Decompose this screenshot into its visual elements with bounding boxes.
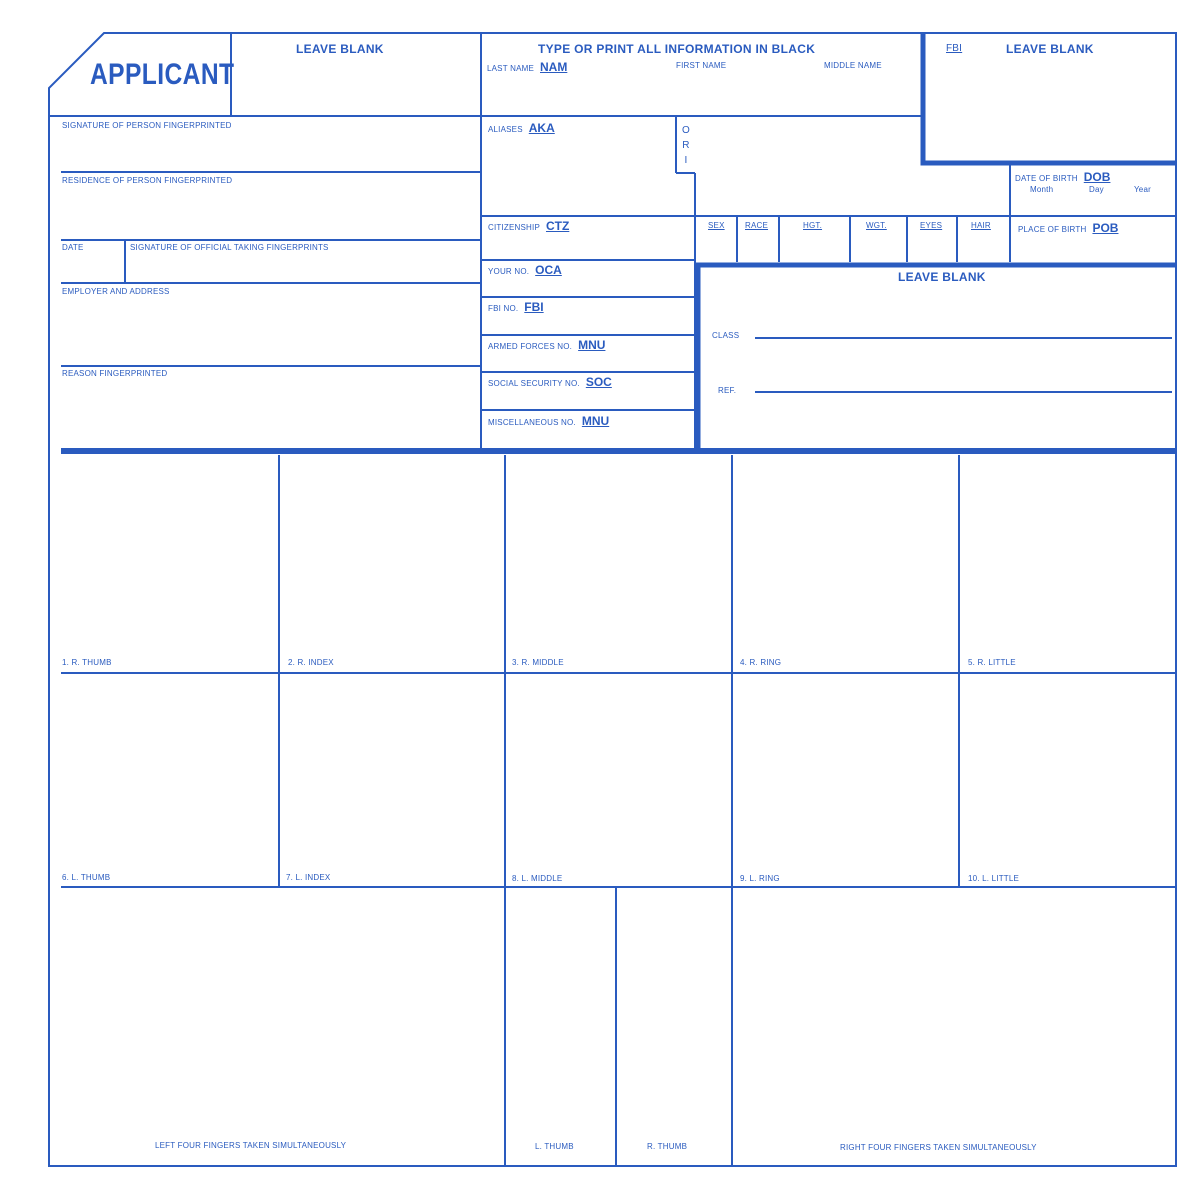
print-box-r-thumb[interactable]: 1. R. THUMB	[62, 658, 112, 667]
citizenship-field[interactable]	[488, 219, 569, 233]
dob-year-label: Year	[1134, 185, 1151, 194]
misc-no-label: MISCELLANEOUS NO.	[488, 418, 576, 427]
hair-field[interactable]: HAIR	[971, 221, 991, 230]
eyes-field[interactable]: EYES	[920, 221, 943, 230]
weight-field[interactable]: WGT.	[866, 221, 887, 230]
type-or-print-heading: TYPE OR PRINT ALL INFORMATION IN BLACK	[538, 42, 816, 56]
print-box-r-middle[interactable]: 3. R. MIDDLE	[512, 658, 564, 667]
fbi-no-label: FBI NO.	[488, 304, 519, 313]
ref-field[interactable]: REF.	[718, 386, 737, 395]
misc-no-code: MNU	[581, 414, 610, 428]
middle-name-label: MIDDLE NAME	[824, 61, 882, 70]
print-box-l-little[interactable]: 10. L. LITTLE	[968, 874, 1020, 883]
pob-label: PLACE OF BIRTH	[1018, 225, 1087, 234]
form-outer-border	[49, 33, 1176, 1166]
print-box-l-index[interactable]: 7. L. INDEX	[286, 873, 331, 882]
print-box-l-middle[interactable]: 8. L. MIDDLE	[512, 874, 563, 883]
your-no-label: YOUR NO.	[488, 267, 530, 276]
print-box-l-ring[interactable]: 9. L. RING	[740, 874, 780, 883]
class-field[interactable]: CLASS	[712, 331, 740, 340]
misc-no-field[interactable]	[488, 414, 609, 428]
print-box-l-thumb[interactable]: 6. L. THUMB	[62, 873, 111, 882]
fbi-no-field[interactable]	[488, 300, 544, 314]
dob-day-label: Day	[1089, 185, 1104, 194]
armed-forces-label: ARMED FORCES NO.	[488, 342, 573, 351]
first-name-label: FIRST NAME	[676, 61, 727, 70]
right-four-fingers-box[interactable]: RIGHT FOUR FINGERS TAKEN SIMULTANEOUSLY	[840, 1143, 1037, 1152]
l-thumb-simultaneous-box[interactable]: L. THUMB	[535, 1142, 574, 1151]
armed-forces-field[interactable]	[488, 338, 605, 352]
r-thumb-simultaneous-box[interactable]: R. THUMB	[647, 1142, 688, 1151]
print-box-r-little[interactable]: 5. R. LITTLE	[968, 658, 1016, 667]
leave-blank-right-heading: LEAVE BLANK	[1006, 42, 1094, 56]
date-field[interactable]: DATE	[62, 243, 84, 252]
race-field[interactable]: RACE	[745, 221, 769, 230]
ssn-label: SOCIAL SECURITY NO.	[488, 379, 580, 388]
your-no-code: OCA	[535, 263, 562, 277]
pob-field[interactable]	[1018, 221, 1118, 235]
ssn-field[interactable]	[488, 375, 612, 389]
fbi-label: FBI	[946, 43, 963, 54]
residence-field[interactable]: RESIDENCE OF PERSON FINGERPRINTED	[62, 176, 233, 185]
fbi-no-code: FBI	[524, 300, 544, 314]
last-name-field[interactable]	[487, 60, 567, 74]
dob-field[interactable]	[1015, 170, 1110, 184]
form-title: APPLICANT	[90, 58, 235, 91]
citizenship-code: CTZ	[545, 219, 570, 233]
dob-label: DATE OF BIRTH	[1015, 174, 1078, 183]
dob-month-label: Month	[1030, 185, 1054, 194]
dob-code: DOB	[1083, 170, 1111, 184]
height-field[interactable]: HGT.	[803, 221, 823, 230]
ssn-code: SOC	[585, 375, 612, 389]
reason-fingerprinted-field[interactable]: REASON FINGERPRINTED	[62, 369, 168, 378]
aliases-field[interactable]	[488, 121, 555, 135]
print-box-r-ring[interactable]: 4. R. RING	[740, 658, 782, 667]
aliases-label: ALIASES	[488, 125, 523, 134]
left-four-fingers-box[interactable]: LEFT FOUR FINGERS TAKEN SIMULTANEOUSLY	[155, 1141, 347, 1150]
last-name-label: LAST NAME	[487, 64, 534, 73]
pob-code: POB	[1092, 221, 1119, 235]
last-name-code: NAM	[540, 60, 568, 74]
signature-official-field[interactable]: SIGNATURE OF OFFICIAL TAKING FINGERPRINTS	[130, 243, 329, 252]
citizenship-label: CITIZENSHIP	[488, 223, 540, 232]
leave-blank-box-heading: LEAVE BLANK	[898, 270, 986, 284]
ori-label: O R I	[682, 125, 690, 166]
print-box-r-index[interactable]: 2. R. INDEX	[288, 658, 334, 667]
employer-address-field[interactable]: EMPLOYER AND ADDRESS	[62, 287, 170, 296]
your-no-field[interactable]	[488, 263, 562, 277]
armed-forces-code: MNU	[578, 338, 606, 352]
signature-person-field[interactable]: SIGNATURE OF PERSON FINGERPRINTED	[62, 121, 232, 130]
aliases-code: AKA	[528, 121, 555, 135]
leave-blank-left-heading: LEAVE BLANK	[296, 42, 384, 56]
sex-field[interactable]: SEX	[708, 221, 725, 230]
